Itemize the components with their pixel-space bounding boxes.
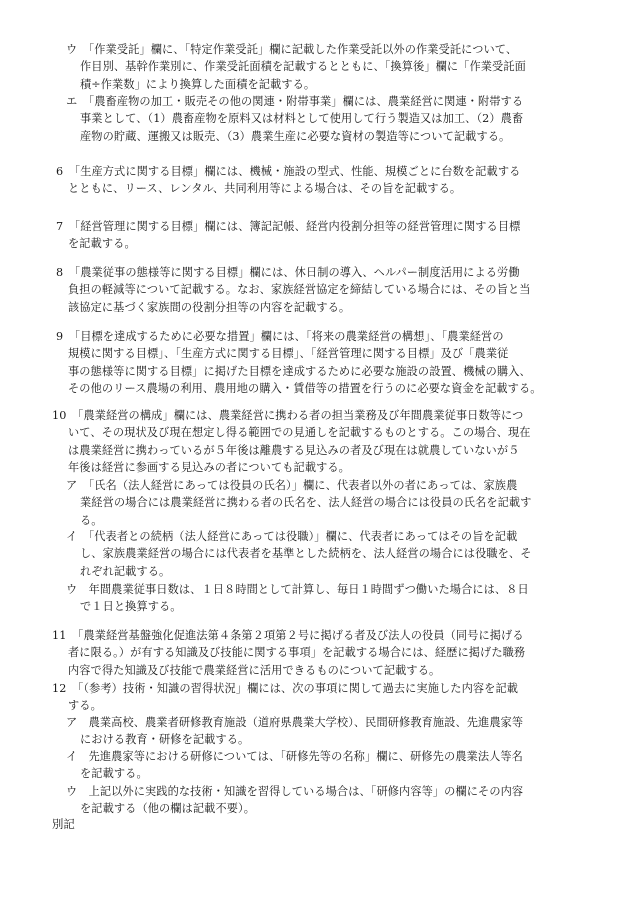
line: ア 農業高校、農業者研修教育施設（道府県農業大学校）、民間研修教育施設、先進農家等 [66, 716, 524, 729]
line: ウ 上記以外に実践的な技術・知識を習得している場合は、「研修内容等」の欄にその内容 [66, 785, 524, 798]
line: ウ 年間農業従事日数は、１日８時間として計算し、毎日１時間ずつ働いた場合には、８日 [66, 583, 529, 596]
item-8-paragraph [56, 264, 531, 316]
line: における教育・研修を記載する。 [80, 733, 250, 747]
line: 事の態様等に関する目標」に掲げた目標を達成するために必要な施設の設置、機械の購入、 [68, 364, 531, 378]
line: 積÷作業数」により換算した面積を記載する。 [80, 77, 316, 91]
line: イ 先進農家等における研修については、「研修先等の名称」欄に、研修先の農業法人等名 [66, 750, 523, 763]
line: 規模に関する目標」、「生産方式に関する目標」、「経営管理に関する目標」及び「農業従 [68, 347, 509, 361]
item-12-paragraph [52, 680, 518, 715]
line: 11 「農業経営基盤強化促進法第４条第２項第２号に掲げる者及び法人の役員（同号に掲げる [52, 629, 524, 642]
line: 該協定に基づく家族間の役割分担等の内容を記載する。 [68, 300, 351, 314]
line: 業経営の場合には農業経営に携わる者の氏名を、法人経営の場合には役員の氏名を記載す [80, 496, 532, 510]
item-11-paragraph [52, 627, 525, 679]
line: 9 「目標を達成するために必要な措置」欄には、「将来の農業経営の構想」、「農業経営の [56, 330, 504, 343]
line: 6 「生産方式に関する目標」欄には、機械・施設の型式、性能、規模ごとに台数を記載する [56, 165, 521, 178]
item-10-u-paragraph [66, 581, 529, 616]
line: 負担の軽減等について記載する。なお、家族経営協定を締結している場合には、その旨と当 [68, 283, 531, 297]
item-7-paragraph [56, 218, 520, 253]
line: 事業として、（1）農畜産物を原料又は材料として使用して行う製造又は加工、（2）農畜 [80, 112, 524, 126]
line: し、家族農業経営の場合には代表者を基準とした続柄を、法人経営の場合には役職を、そ [80, 547, 532, 561]
line: いて、その現状及び現在想定し得る範囲での見通しを記載するものとする。この場合、現在 [68, 426, 531, 440]
line: その他のリース農場の利用、農用地の購入・賃借等の措置を行うのに必要な資金を記載する。 [68, 382, 542, 396]
item-10-a-paragraph [66, 477, 532, 529]
line: 10 「農業経営の構成」欄には、農業経営に携わる者の担当業務及び年間農業従事日数等につ [52, 409, 524, 422]
item-5-u-paragraph [66, 41, 526, 93]
item-12-u-paragraph [66, 783, 523, 818]
item-12-a-paragraph [66, 714, 523, 749]
line: エ 「農畜産物の加工・販売その他の関連・附帯事業」欄には、農業経営に関連・附帯する [66, 95, 524, 108]
line: を記載する。 [80, 767, 148, 781]
line: ウ 「作業受託」欄に、「特定作業受託」欄に記載した作業受託以外の作業受託について、 [66, 43, 518, 56]
item-6-paragraph [56, 163, 520, 198]
line: とともに、リース、レンタル、共同利用等による場合は、その旨を記載する。 [68, 182, 462, 196]
line: 12 「（参考）技術・知識の習得状況」欄には、次の事項に関して過去に実施した内容を記載 [52, 682, 519, 695]
line: 産物の貯蔵、運搬又は販売、（3）農業生産に必要な資材の製造等について記載する。 [80, 129, 511, 143]
line: 7 「経営管理に関する目標」欄には、簿記記帳、経営内役割分担等の経営管理に関する目標 [56, 220, 521, 233]
line: 者に限る。）が有する知識及び技能に関する事項」を記載する場合には、経歴に掲げた職務 [68, 646, 526, 660]
appendix-label: 別記 [52, 817, 75, 831]
line: を記載する。 [68, 237, 136, 251]
item-5-e-paragraph [66, 93, 523, 145]
line: れぞれ記載する。 [80, 564, 171, 578]
item-12-i-paragraph [66, 748, 523, 783]
line: イ 「代表者との続柄（法人経営にあっては役職）」欄に、代表者にあってはその旨を記載 [66, 530, 518, 543]
line: る。 [80, 513, 103, 527]
line: 内容で得た知識及び技能で農業経営に活用できるものについて記載する。 [68, 663, 441, 677]
line: する。 [68, 699, 102, 713]
item-10-paragraph [52, 407, 531, 477]
line: 8 「農業従事の態様等に関する目標」欄には、休日制の導入、ヘルパー制度活用による労働 [56, 266, 520, 279]
line: ア 「氏名（法人経営にあっては役員の氏名）」欄に、代表者以外の者にあっては、家族農 [66, 479, 518, 492]
item-10-i-paragraph [66, 528, 532, 580]
line: 年後は経営に参画する見込みの者についても記載する。 [68, 461, 350, 475]
line: は農業経営に携わっているが５年後は離農する見込みの者及び現在は就農していないが５ [68, 443, 520, 457]
line: で１日と換算する。 [80, 600, 182, 614]
line: を記載する（他の欄は記載不要）。 [80, 802, 256, 816]
item-9-paragraph [56, 328, 542, 398]
line: 作目別、基幹作業別に、作業受託面積を記載するとともに、「換算後」欄に「作業受託面 [80, 60, 526, 74]
